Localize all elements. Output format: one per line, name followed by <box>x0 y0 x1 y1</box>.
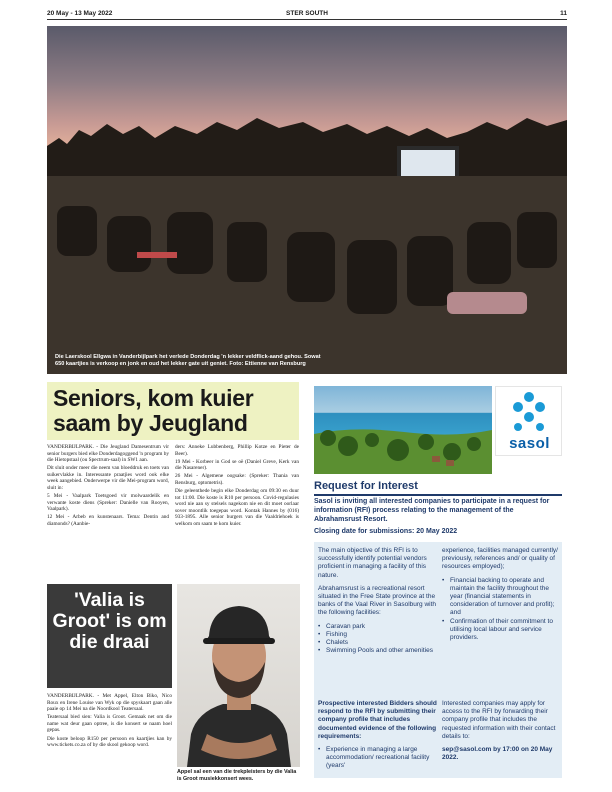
requirements-list <box>442 577 560 643</box>
article-paragraph: Die geleenthede begin elke Donderdag om 09:30 en duur tot 11:00. Die koste is R10 per persoon. Covid-regulasies word nie aan sy stelsels nagekom nie en dit moet oorlaar sover moontlik toegepas word. Kontak Hannes by (016) 933-1895. Alle senior burgers van die Vaaldriehoek is welkom om saam te kom kuier. <box>175 488 299 528</box>
list-item: • Experience in managing a large accommodation/ recreational facility (years' <box>318 746 438 771</box>
sasol-logo <box>495 386 562 456</box>
rfi-apply <box>442 700 560 767</box>
contact-email[interactable]: sep@sasol.com by 17:00 on 20 May 2022. <box>442 746 553 762</box>
requirements-list-start <box>318 746 438 771</box>
article-paragraph: 5 Mei - Vaalpark Toetsgoed vir molwaardelik en verwante koste diens (Spreker: Danielle van Rooyen, Vaalpark). <box>47 493 169 513</box>
valia-headline-box <box>47 584 172 688</box>
seniors-column-2 <box>175 444 299 529</box>
list-item: • Financial backing to operate and maintain the facility throughout the year (financial statements in consideration of turnover and profit); and <box>442 577 560 618</box>
seniors-headline: Seniors, kom kuier saam by Jeugland <box>53 385 254 436</box>
article-paragraph: Die koste beloop R150 per persoon en kaartjies kan by www.tickets.co.za of by die skool gekoop word. <box>47 735 172 749</box>
article-paragraph: 12 Mei - Arbeb en kunstenaars. Tema: Dentin and diamonds? (Aanbie- <box>47 514 169 528</box>
article-paragraph: 19 Mei - Korbeer in God se oë (Daniel Greve, Kerk van die Nasarener). <box>175 458 299 472</box>
header-date: 20 May - 13 May 2022 <box>47 10 113 17</box>
closing-date: Closing date for submissions: 20 May 2022 <box>314 528 458 535</box>
rfi-intro: The main objective of this RFI is to successfully identify potential vendors proficient in managing a facility of this nature. <box>318 547 427 579</box>
rfi-right-column <box>442 547 560 642</box>
appel-portrait-photo <box>177 584 300 767</box>
rfi-details-panel <box>314 542 562 778</box>
divider <box>314 494 562 496</box>
page-header <box>47 8 567 20</box>
list-item: • Caravan park <box>318 623 438 631</box>
valia-headline: 'Valia is Groot' is om die draai <box>52 589 167 653</box>
list-item: • Fishing <box>318 631 438 639</box>
article-paragraph: Dit sluit onder meer die neem van bloeddruk en toets van suikervlakke in. Interessante praatjies word ook elke week aangebied. Onderwerpe vir die Mei-program word, sluit in: <box>47 465 169 492</box>
rfi-lead: Sasol is inviting all interested companies to participate in a request for information (RFI) process relating to the management of the Abrahamsrust Resort. <box>314 498 550 523</box>
seniors-column-1 <box>47 444 169 529</box>
outdoor-movie-illustration <box>47 26 567 374</box>
article-paragraph: ders: Anneke Lubbenberg, Phillip Kotze en Pieter de Beer). <box>175 444 299 457</box>
requirement-continued: experience, facilities managed currently/ previously, references and/ or quality of resources employed); <box>442 547 558 571</box>
article-paragraph: 26 Mei - Algemene oogsake: (Spreker: Thania van Rensburg, optometris). <box>175 473 299 486</box>
sasol-wordmark: sasol <box>509 435 550 452</box>
header-page-number: 11 <box>560 10 567 17</box>
apply-text: Interested companies may apply for access to the RFI by forwarding their company profile that includes the requested information with their contact details to: <box>442 700 556 740</box>
portrait-illustration <box>177 584 300 767</box>
list-item: • Swimming Pools and other amenities <box>318 647 438 655</box>
portrait-caption: Appel sal een van die trekpleisters by die Valia is Groot musiekkonsert wees. <box>177 769 297 782</box>
photo-caption: Die Laerskool Ellgwa in Vanderbijlpark het verlede Donderdag 'n lekker veldflick-aand gehou. Sowat 650 kaartjies is verkoop en jonk en oud het lekker gate uit geniet. Foto: Ettienne van Rensburg <box>55 354 321 367</box>
resort-aerial-photo <box>314 386 492 474</box>
article-paragraph: VANDERBIJLPARK. - Met Appel, Elton Biko, Nico Roux en Irene Louise van Wyk op die spyskaart gaan alle paaie op 14 Mei na die Noordkool Teatersaal. <box>47 693 172 713</box>
seniors-headline-box <box>47 382 299 440</box>
outdoor-movie-photo <box>47 26 567 374</box>
rfi-left-column <box>318 547 438 655</box>
rfi-respond <box>318 700 438 771</box>
resort-illustration <box>314 386 492 474</box>
sasol-advertisement <box>310 382 567 784</box>
valia-column <box>47 693 172 750</box>
rfi-title: Request for Interest <box>314 480 418 492</box>
article-paragraph: VANDERBIJLPARK. - Die Jeugland Damesentrum vir senior burgers bied elke Donderdagoggend 'n program by die Hietopstaal (ou Spectrum-saal) in SW1 aan. <box>47 444 169 464</box>
respond-text: Prospective interested Bidders should respond to the RFI by submitting their company profile that includes documented evidence of the following requirements: <box>318 700 437 740</box>
list-item: • Confirmation of their commitment to utilising local labour and service providers. <box>442 618 560 643</box>
rfi-about: Abrahamsrust is a recreational resort situated in the Free State province at the banks of the Vaal River in Sasolburg with the following facilities: <box>318 584 437 617</box>
sasol-logo-icon <box>496 387 563 435</box>
facilities-list <box>318 623 438 656</box>
article-paragraph: Teatersaal bied sien: Valia is Groot. Gemaak net om die name wat deur gaan optree, is die konsert se naam hoel gepas. <box>47 714 172 734</box>
list-item: • Chalets <box>318 639 438 647</box>
header-paper: STER SOUTH <box>286 10 328 17</box>
